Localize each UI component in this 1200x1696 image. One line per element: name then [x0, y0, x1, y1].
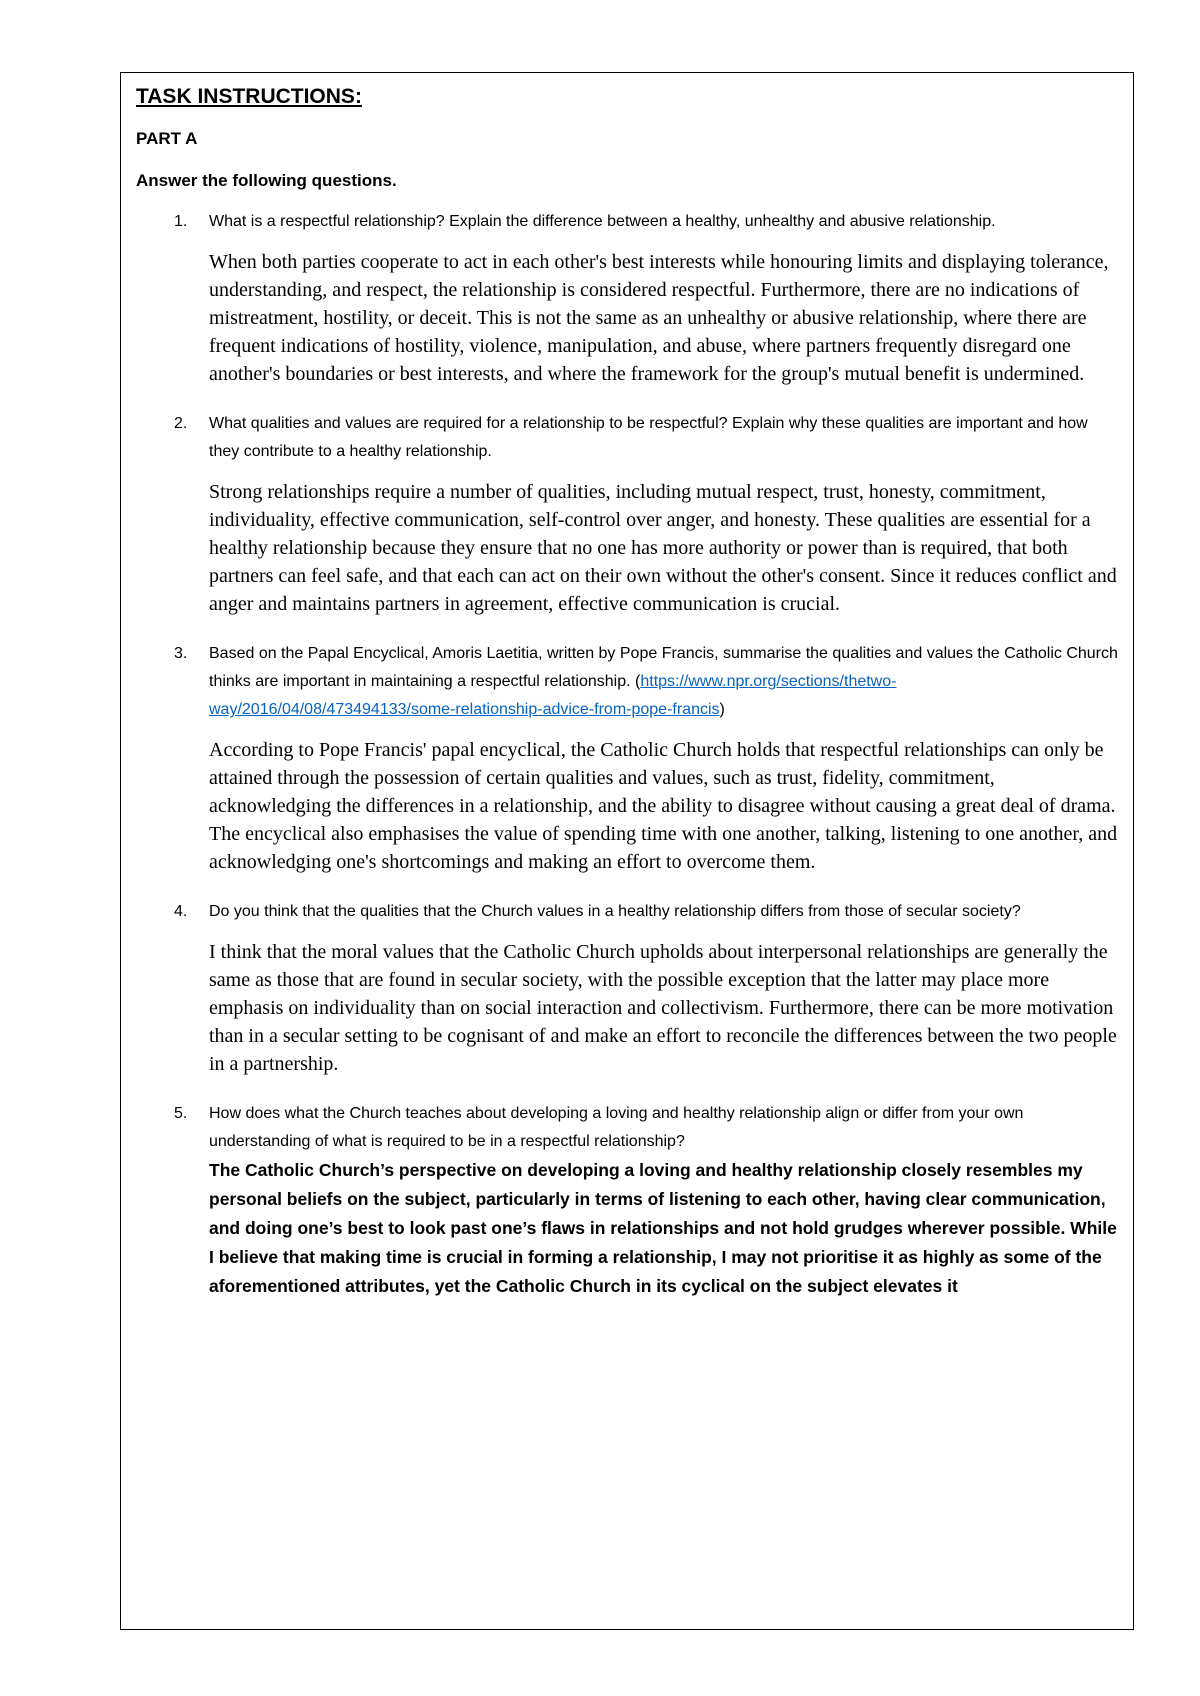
question-item-2	[136, 410, 1119, 618]
question-item-3	[136, 640, 1119, 876]
instructions-intro: Answer the following questions.	[136, 171, 397, 191]
question-number: 5.	[174, 1105, 188, 1123]
answer-text: I think that the moral values that the Catholic Church upholds about interpersonal relationships are generally the same as those that are found in secular society, with the possible exception that the latter may place more emphasis on individuality than on social interaction and collectivism. Furthermore, there can be more motivation than in a secular setting to be cognisant of and make an effort to reconcile the differences between the two people in a partnership.	[209, 941, 1117, 1076]
question-text: What qualities and values are required for a relationship to be respectful? Explain why these qualities are important and how they contribute to a healthy relationship.	[209, 415, 1088, 461]
answer-text-bold: The Catholic Church’s perspective on developing a loving and healthy relationship closely resembles my personal beliefs on the subject, particularly in terms of listening to each other, having clear communication, and doing one’s best to look past one’s flaws in relationships and not hold grudges wherever possible. While I believe that making time is crucial in forming a relationship, I may not prioritise it as highly as some of the aforementioned attributes, yet the Catholic Church in its cyclical on the subject elevates it	[209, 1160, 1117, 1297]
question-text	[209, 640, 1119, 724]
question-item-1	[136, 208, 1119, 388]
question-list	[136, 208, 1119, 1301]
question-number: 4.	[174, 903, 188, 921]
link-close-paren: )	[719, 701, 725, 719]
question-number: 2.	[174, 415, 188, 433]
answer-text: According to Pope Francis' papal encyclical, the Catholic Church holds that respectful relationships can only be attained through the possession of certain qualities and values, such as trust, fidelity, commitment, acknowledging the differences in a relationship, and the ability to disagree without causing a great deal of drama. The encyclical also emphasises the value of spending time with one another, talking, listening to one another, and acknowledging one's shortcomings and making an effort to overcome them.	[209, 739, 1118, 874]
question-body: Based on the Papal Encyclical, Amoris Laetitia, written by Pope Francis, summarise the qualities and values the Catholic Church thinks are important in maintaining a respectful relationship.	[209, 645, 1118, 691]
answer-text: When both parties cooperate to act in each other's best interests while honouring limits and displaying tolerance, understanding, and respect, the relationship is considered respectful. Furthermore, there are no indications of mistreatment, hostility, or deceit. This is not the same as an unhealthy or abusive relationship, where there are frequent indications of hostility, violence, manipulation, and abuse, where partners frequently disregard one another's boundaries or best interests, and where the framework for the group's mutual benefit is undermined.	[209, 251, 1109, 386]
question-number: 3.	[174, 645, 188, 663]
question-item-4	[136, 898, 1119, 1078]
link-open-paren: (	[635, 673, 641, 691]
question-text: How does what the Church teaches about developing a loving and healthy relationship align or differ from your own understanding of what is required to be in a respectful relationship?	[209, 1105, 1024, 1151]
question-text: What is a respectful relationship? Explain the difference between a healthy, unhealthy and abusive relationship.	[209, 213, 996, 231]
question-item-5	[136, 1100, 1119, 1156]
question-number: 1.	[174, 213, 188, 231]
answer-text: Strong relationships require a number of qualities, including mutual respect, trust, honesty, commitment, individuality, effective communication, self-control over anger, and honesty. These qualities are essential for a healthy relationship because they ensure that no one has more authority or power than is required, that both partners can feel safe, and that each can act on their own without the other's consent. Since it reduces conflict and anger and maintains partners in agreement, effective communication is crucial.	[209, 481, 1117, 616]
question-text: Do you think that the qualities that the Church values in a healthy relationship differs from those of secular society?	[209, 903, 1021, 921]
document-body	[136, 83, 1119, 1301]
part-heading: PART A	[136, 129, 198, 149]
npr-article-link[interactable]: https://www.npr.org/sections/thetwo-way/2016/04/08/473494133/some-relationship-advice-from-pope-francis	[209, 673, 897, 719]
page-frame	[120, 72, 1134, 1630]
task-title: TASK INSTRUCTIONS:	[136, 85, 362, 108]
